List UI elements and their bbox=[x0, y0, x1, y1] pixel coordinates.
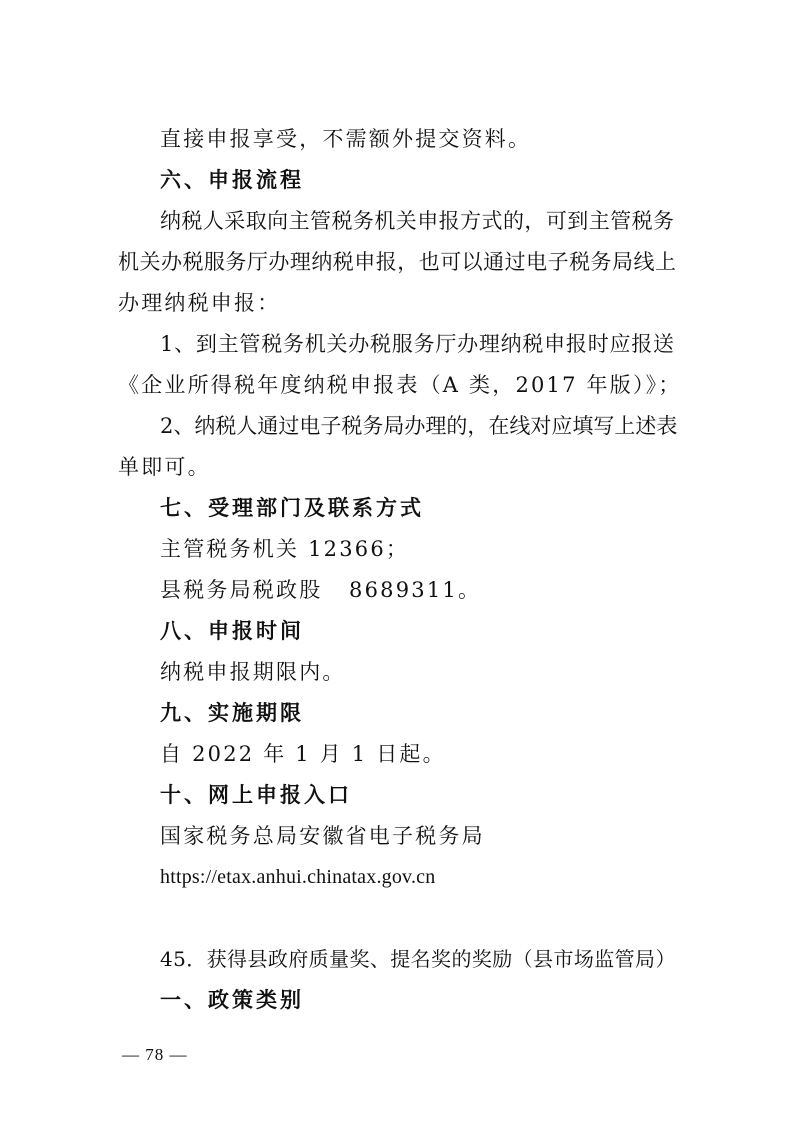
section-heading-contact: 七、受理部门及联系方式 bbox=[160, 496, 424, 520]
paragraph-text: 2、纳税人通过电子税务局办理的，在线对应填写上述表 bbox=[160, 414, 678, 438]
section-heading-period: 九、实施期限 bbox=[160, 701, 304, 725]
paragraph-text: 自 2022 年 1 月 1 日起。 bbox=[160, 742, 446, 766]
website-url: https://etax.anhui.chinatax.gov.cn bbox=[160, 866, 436, 888]
page-number: — 78 — bbox=[122, 1045, 188, 1064]
item-title: 45．获得县政府质量奖、提名奖的奖励（县市场监管局） bbox=[160, 947, 676, 971]
contact-line: 县税务局税政股 8689311。 bbox=[160, 578, 482, 602]
paragraph-text: 单即可。 bbox=[118, 455, 211, 479]
section-heading-process: 六、申报流程 bbox=[160, 168, 304, 192]
paragraph-text: 办理纳税申报： bbox=[118, 291, 281, 315]
paragraph-text: 《企业所得税年度纳税申报表（A 类，2017 年版）》； bbox=[118, 373, 682, 397]
contact-line: 主管税务机关 12366； bbox=[160, 537, 410, 561]
section-heading-category: 一、政策类别 bbox=[160, 988, 304, 1012]
paragraph-text: 机关办税服务厅办理纳税申报，也可以通过电子税务局线上 bbox=[118, 250, 676, 274]
paragraph-text: 国家税务总局安徽省电子税务局 bbox=[160, 824, 485, 848]
paragraph-text: 1、到主管税务机关办税服务厅办理纳税申报时应报送 bbox=[160, 332, 674, 356]
section-heading-online-entry: 十、网上申报入口 bbox=[160, 783, 352, 807]
paragraph-text: 直接申报享受，不需额外提交资料。 bbox=[160, 127, 532, 151]
paragraph-text: 纳税申报期限内。 bbox=[160, 660, 346, 684]
section-heading-time: 八、申报时间 bbox=[160, 619, 304, 643]
paragraph-text: 纳税人采取向主管税务机关申报方式的，可到主管税务 bbox=[160, 209, 674, 233]
